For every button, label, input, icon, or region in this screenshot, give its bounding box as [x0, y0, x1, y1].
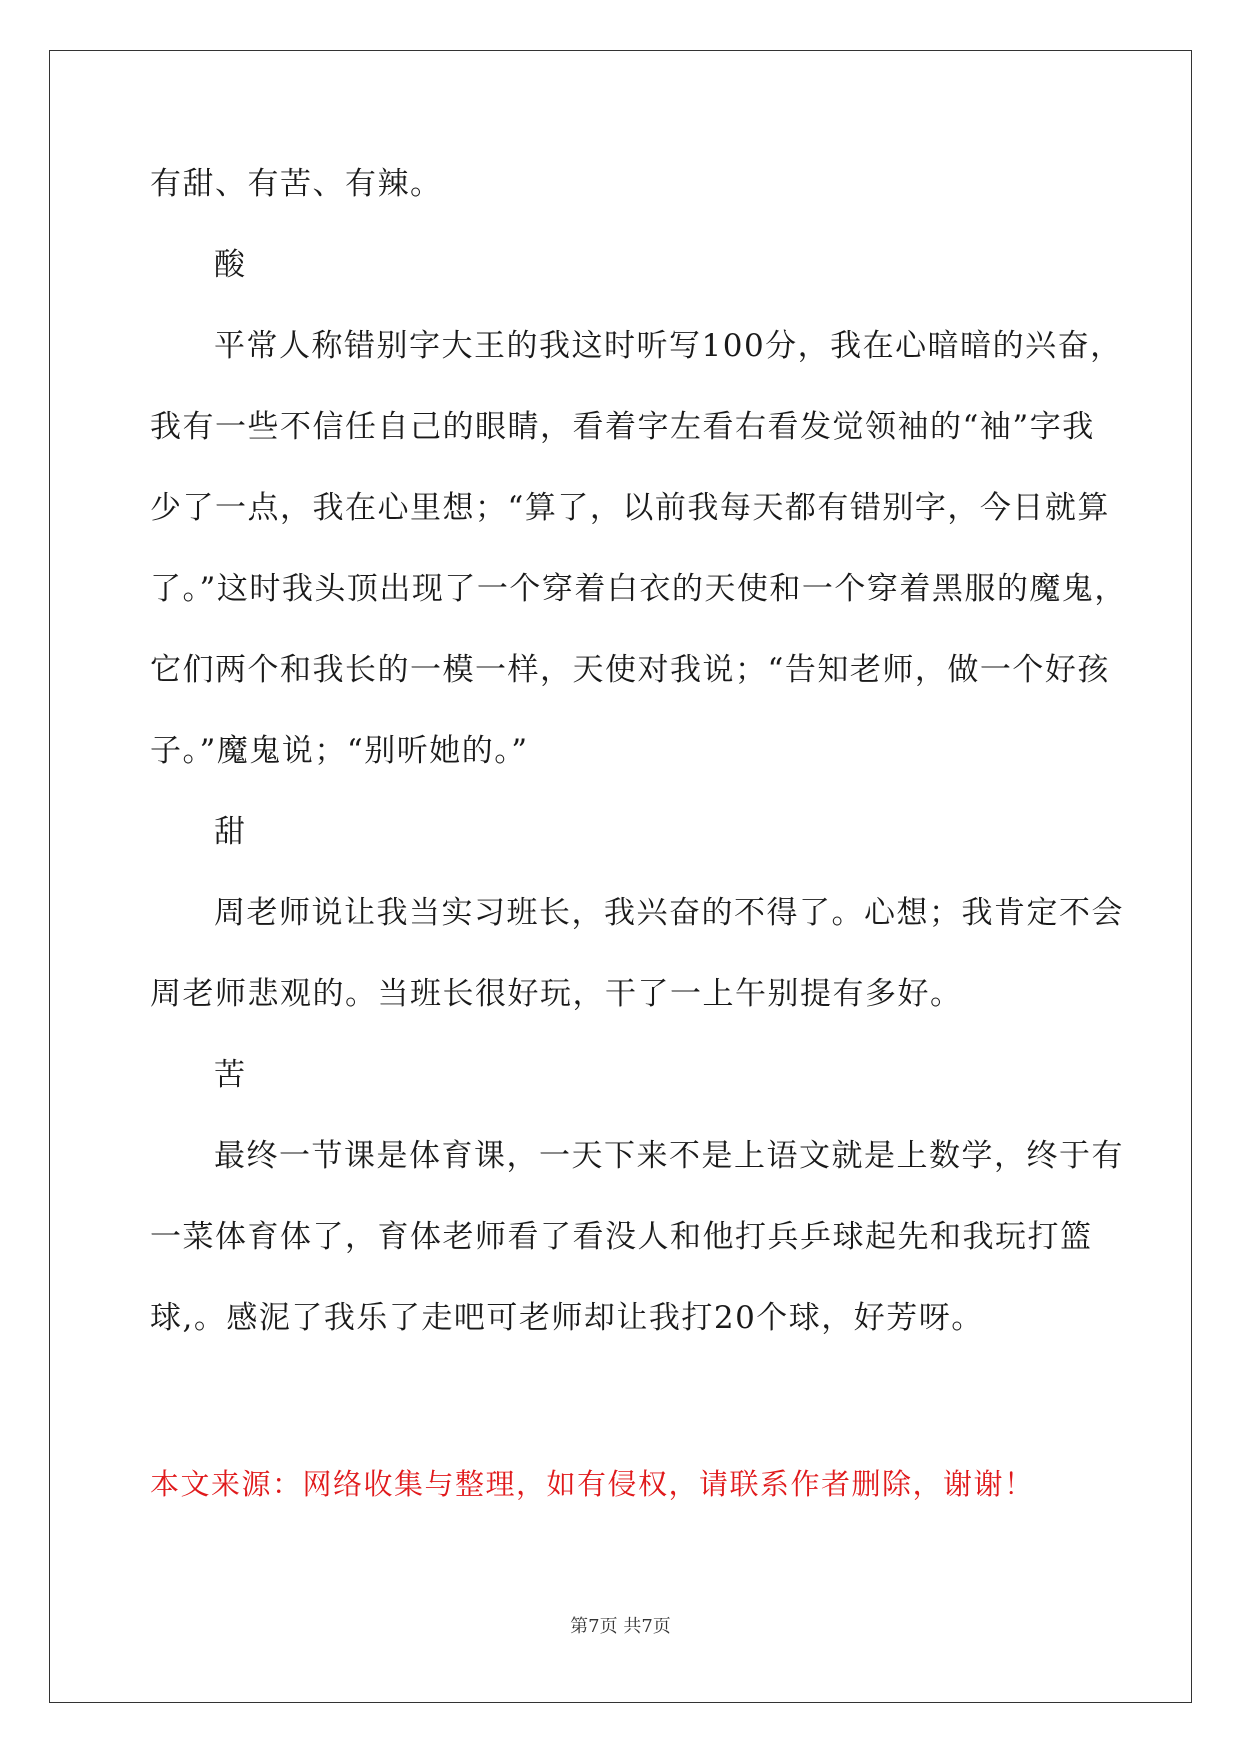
paragraph-line: 平常人称错别字大王的我这时听写100分，我在心暗暗的兴奋，	[214, 328, 1123, 364]
page-number: 第7页 共7页	[570, 1616, 671, 1637]
section-heading-bitter: 苦	[214, 1057, 247, 1093]
paragraph-line: 少了一点，我在心里想；“算了，以前我每天都有错别字，今日就算	[150, 490, 1110, 526]
paragraph-line: 一菜体育体了，育体老师看了看没人和他打兵乒球起先和我玩打篮	[150, 1219, 1093, 1255]
paragraph-line: 球,。感泥了我乐了走吧可老师却让我打20个球，好芳呀。	[150, 1300, 984, 1336]
paragraph-line: 最终一节课是体育课，一天下来不是上语文就是上数学，终于有	[214, 1138, 1124, 1174]
paragraph-line: 周老师悲观的。当班长很好玩，干了一上午别提有多好。	[150, 976, 963, 1012]
paragraph-line: 我有一些不信任自己的眼睛，看着字左看右看发觉领袖的“袖”字我	[150, 409, 1095, 445]
paragraph-line: 了。”这时我头顶出现了一个穿着白衣的天使和一个穿着黑服的魔鬼，	[150, 571, 1127, 607]
paragraph-line: 周老师说让我当实习班长，我兴奋的不得了。心想；我肯定不会	[214, 895, 1124, 931]
paragraph-line: 子。”魔鬼说；“别听她的。”	[150, 733, 529, 769]
body-text	[150, 160, 1127, 1375]
text-line: 有甜、有苦、有辣。	[150, 166, 443, 202]
section-heading-sour: 酸	[214, 247, 247, 283]
section-heading-sweet: 甜	[214, 814, 247, 850]
source-notice: 本文来源：网络收集与整理，如有侵权，请联系作者删除，谢谢！	[150, 1467, 1035, 1501]
paragraph-line: 它们两个和我长的一模一样，天使对我说；“告知老师，做一个好孩	[150, 652, 1110, 688]
